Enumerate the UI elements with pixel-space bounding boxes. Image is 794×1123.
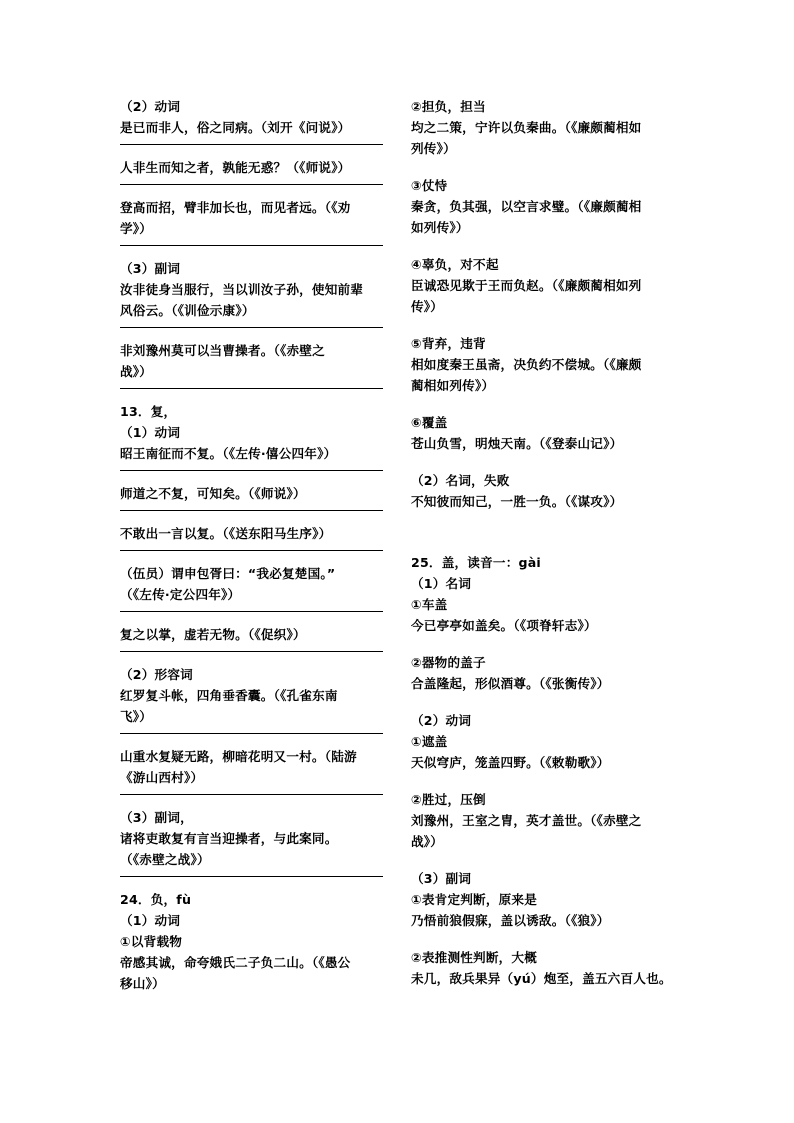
entry-block: [411, 333, 676, 396]
text-line: 学》）: [120, 221, 153, 236]
text-line: 24．负，fù: [120, 892, 192, 907]
entry-block: [120, 258, 383, 328]
text-line: 《游山西村》）: [120, 770, 204, 785]
entry-block: [120, 563, 383, 612]
text-line: （3）副词: [411, 871, 472, 886]
text-line: （1）动词: [120, 913, 181, 928]
entry-block: [411, 868, 676, 931]
text-line: 秦贪，负其强，以空言求璧。（《廉颇蔺相: [411, 199, 642, 214]
text-line: 飞》）: [120, 709, 153, 724]
entry-block: [120, 340, 383, 389]
text-line: 25．盖，读音一：gài: [411, 555, 541, 570]
entry-block: [120, 624, 383, 652]
text-line: 蔺相如列传》）: [411, 378, 495, 393]
entry-block: [411, 789, 676, 852]
text-line: 是已而非人，俗之同病。（刘开《问说》）: [120, 120, 351, 135]
text-line: ①以背载物: [120, 934, 183, 949]
text-line: 汝非徒身当服行，当以训汝子孙，使知前辈: [120, 282, 364, 297]
text-line: 师道之不复，可知矣。（《师说》）: [120, 486, 306, 501]
entry-block: [411, 175, 676, 238]
text-line: 13．复，: [120, 404, 177, 419]
entry-block: [120, 523, 383, 551]
text-line: 今已亭亭如盖矣。（《项脊轩志》）: [411, 618, 597, 633]
text-line: 天似穹庐，笼盖四野。（《敕勒歌》）: [411, 755, 610, 770]
text-line: 不知彼而知己，一胜一负。（《谋攻》）: [411, 494, 623, 509]
text-line: 乃悟前狼假寐，盖以诱敌。（《狼》）: [411, 913, 610, 928]
text-line: 未几，敌兵果异（yú）炮至，盖五六百人也。: [411, 971, 672, 986]
text-line: （《赤壁之战》）: [120, 852, 210, 867]
text-line: （3）副词: [120, 261, 181, 276]
text-line: 风俗云。（《训俭示康》）: [120, 303, 255, 318]
text-line: 复之以掌，虚若无物。（《促织》）: [120, 627, 306, 642]
text-line: 山重水复疑无路，柳暗花明又一村。（陆游: [120, 749, 357, 764]
entry-block: [411, 947, 676, 989]
text-line: ⑤背弃，违背: [411, 336, 486, 351]
text-line: 战》）: [120, 364, 153, 379]
text-line: 昭王南征而不复。（《左传·僖公四年》）: [120, 446, 337, 461]
text-line: 苍山负雪，明烛天南。（《登泰山记》）: [411, 436, 623, 451]
entry-block: [120, 483, 383, 511]
text-line: 登高而招，臂非加长也，而见者远。（《劝: [120, 200, 351, 215]
text-line: 传》）: [411, 299, 444, 314]
text-line: （2）名词，失败: [411, 473, 510, 488]
entry-block: [120, 401, 383, 471]
text-line: 帝感其诚，命夸娥氏二子负二山。（《愚公: [120, 955, 351, 970]
text-line: 移山》）: [120, 976, 165, 991]
text-line: 相如度秦王虽斋，决负约不偿城。（《廉颇: [411, 357, 642, 372]
entry-block: [120, 96, 383, 145]
text-line: 臣诚恐见欺于王而负赵。（《廉颇蔺相如列: [411, 278, 642, 293]
left-column: [120, 96, 383, 994]
text-line: 如列传》）: [411, 220, 469, 235]
text-line: ③仗恃: [411, 178, 448, 193]
entry-block: [120, 889, 383, 994]
text-line: 诸将吏敢复有言当迎操者，与此案同。: [120, 831, 338, 846]
text-line: ②表推测性判断，大概: [411, 950, 538, 965]
text-line: （《左传·定公四年》）: [120, 587, 241, 602]
text-line: （3）副词，: [120, 810, 193, 825]
entry-block: [411, 254, 676, 317]
entry-block: [411, 470, 676, 512]
entry-block: [120, 157, 383, 185]
text-line: （2）形容词: [120, 667, 193, 682]
text-line: 合盖隆起，形似酒尊。（《张衡传》）: [411, 676, 610, 691]
text-line: 非刘豫州莫可以当曹操者。（《赤壁之: [120, 343, 325, 358]
entry-block: [411, 552, 676, 636]
entry-block: [120, 807, 383, 877]
text-line: 人非生而知之者，孰能无惑？（《师说》）: [120, 160, 351, 175]
text-line: ⑥覆盖: [411, 415, 448, 430]
text-line: 均之二策，宁许以负秦曲。（《廉颇蔺相如: [411, 120, 642, 135]
text-line: （伍员）谓申包胥曰：“我必复楚国。”: [120, 566, 336, 581]
text-line: 战》）: [411, 834, 444, 849]
text-line: 刘豫州，王室之胄，英才盖世。（《赤壁之: [411, 813, 642, 828]
entry-block: [120, 664, 383, 734]
text-line: （2）动词: [411, 713, 472, 728]
text-line: ①车盖: [411, 597, 448, 612]
text-line: （1）动词: [120, 425, 181, 440]
text-line: ②器物的盖子: [411, 655, 486, 670]
entry-block: [411, 412, 676, 454]
text-line: ④辜负，对不起: [411, 257, 499, 272]
entry-block: [411, 710, 676, 773]
text-line: ①遮盖: [411, 734, 448, 749]
text-line: （2）动词: [120, 99, 181, 114]
text-line: ②胜过，压倒: [411, 792, 486, 807]
text-line: ①表肯定判断，原来是: [411, 892, 538, 907]
text-line: ②担负，担当: [411, 99, 486, 114]
text-line: 红罗复斗帐，四角垂香囊。（《孔雀东南: [120, 688, 338, 703]
entry-block: [120, 197, 383, 246]
entry-block: [120, 746, 383, 795]
text-line: 列传》）: [411, 141, 456, 156]
right-column: [411, 96, 676, 989]
text-line: 不敢出一言以复。（《送东阳马生序》）: [120, 526, 332, 541]
entry-block: [411, 652, 676, 694]
text-line: （1）名词: [411, 576, 472, 591]
entry-block: [411, 96, 676, 159]
